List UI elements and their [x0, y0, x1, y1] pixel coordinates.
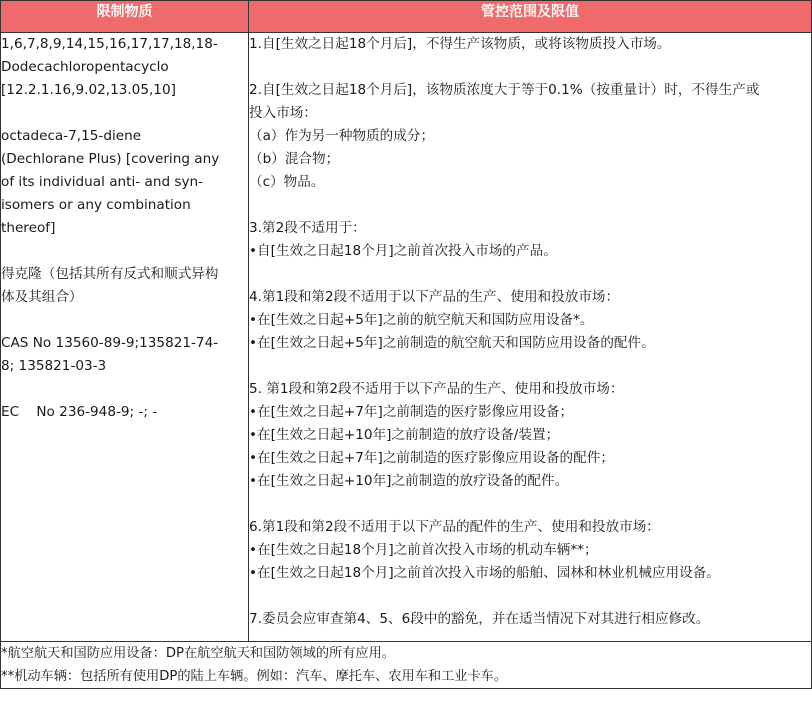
paragraph-7: 7.委员会应审查第4、5、6段中的豁免，并在适当情况下对其进行相应修改。: [249, 611, 710, 627]
substance-cn-name: 得克隆（包括其所有反式和顺式异构: [1, 266, 219, 282]
table-header-row: [1, 1, 812, 33]
scope-cell: [249, 33, 812, 642]
substance-name-line: Dodecachloropentacyclo: [1, 59, 169, 75]
substance-name-line: 1,6,7,8,9,14,15,16,17,17,18,18-: [1, 36, 218, 52]
ec-number: EC No 236-948-9; -; -: [1, 404, 158, 420]
paragraph-5: 5. 第1段和第2段不适用于以下产品的生产、使用和投放市场：: [249, 381, 624, 397]
list-item: •在[生效之日起+10年]之前制造的放疗设备/装置；: [249, 427, 560, 443]
paragraph-3: 3.第2段不适用于：: [249, 220, 366, 236]
list-item: •在[生效之日起18个月]之前首次投入市场的船舶、园林和林业机械应用设备。: [249, 565, 720, 581]
substance-cell: [1, 33, 249, 642]
list-item: •在[生效之日起+7年]之前制造的医疗影像应用设备的配件；: [249, 450, 614, 466]
substance-name-line: thereof]: [1, 220, 56, 236]
notes-cell: [1, 642, 812, 689]
header-substance: 限制物质: [1, 1, 249, 33]
cas-number: 8; 135821-03-3: [1, 358, 107, 374]
substance-cn-name: 体及其组合）: [1, 289, 83, 305]
list-item: •在[生效之日起18个月]之前首次投入市场的机动车辆**；: [249, 542, 598, 558]
list-item: （a）作为另一种物质的成分；: [249, 128, 435, 144]
table-row: [1, 33, 812, 642]
list-item: •在[生效之日起+10年]之前制造的放疗设备的配件。: [249, 473, 569, 489]
footnote: *航空航天和国防应用设备：DP在航空航天和国防领域的所有应用。: [1, 646, 395, 661]
paragraph-2: 投入市场：: [249, 105, 317, 121]
header-scope: 管控范围及限值: [249, 1, 812, 33]
substance-name-line: isomers or any combination: [1, 197, 191, 213]
list-item: •自[生效之日起18个月]之前首次投入市场的产品。: [249, 243, 557, 259]
notes-row: [1, 642, 812, 689]
list-item: •在[生效之日起+7年]之前制造的医疗影像应用设备；: [249, 404, 574, 420]
substance-name-line: octadeca-7,15-diene: [1, 128, 142, 144]
paragraph-4: 4.第1段和第2段不适用于以下产品的生产、使用和投放市场：: [249, 289, 620, 305]
paragraph-1: 1.自[生效之日起18个月后]，不得生产该物质，或将该物质投入市场。: [249, 36, 671, 52]
list-item: •在[生效之日起+5年]之前的航空航天和国防应用设备*。: [249, 312, 594, 328]
paragraph-6: 6.第1段和第2段不适用于以下产品的配件的生产、使用和投放市场：: [249, 519, 660, 535]
cas-number: CAS No 13560-89-9;135821-74-: [1, 335, 219, 351]
substance-name-line: [12.2.1.16,9.02,13.05,10]: [1, 82, 176, 98]
list-item: •在[生效之日起+5年]之前制造的航空航天和国防应用设备的配件。: [249, 335, 655, 351]
substance-name-line: of its individual anti- and syn-: [1, 174, 204, 190]
paragraph-2: 2.自[生效之日起18个月后]，该物质浓度大于等于0.1%（按重量计）时，不得生产或: [249, 82, 760, 98]
substance-name-line: (Dechlorane Plus) [covering any: [1, 151, 220, 167]
footnote: **机动车辆：包括所有使用DP的陆上车辆。例如：汽车、摩托车、农用车和工业卡车。: [1, 669, 508, 684]
list-item: （c）物品。: [249, 174, 325, 190]
list-item: （b）混合物；: [249, 151, 340, 167]
